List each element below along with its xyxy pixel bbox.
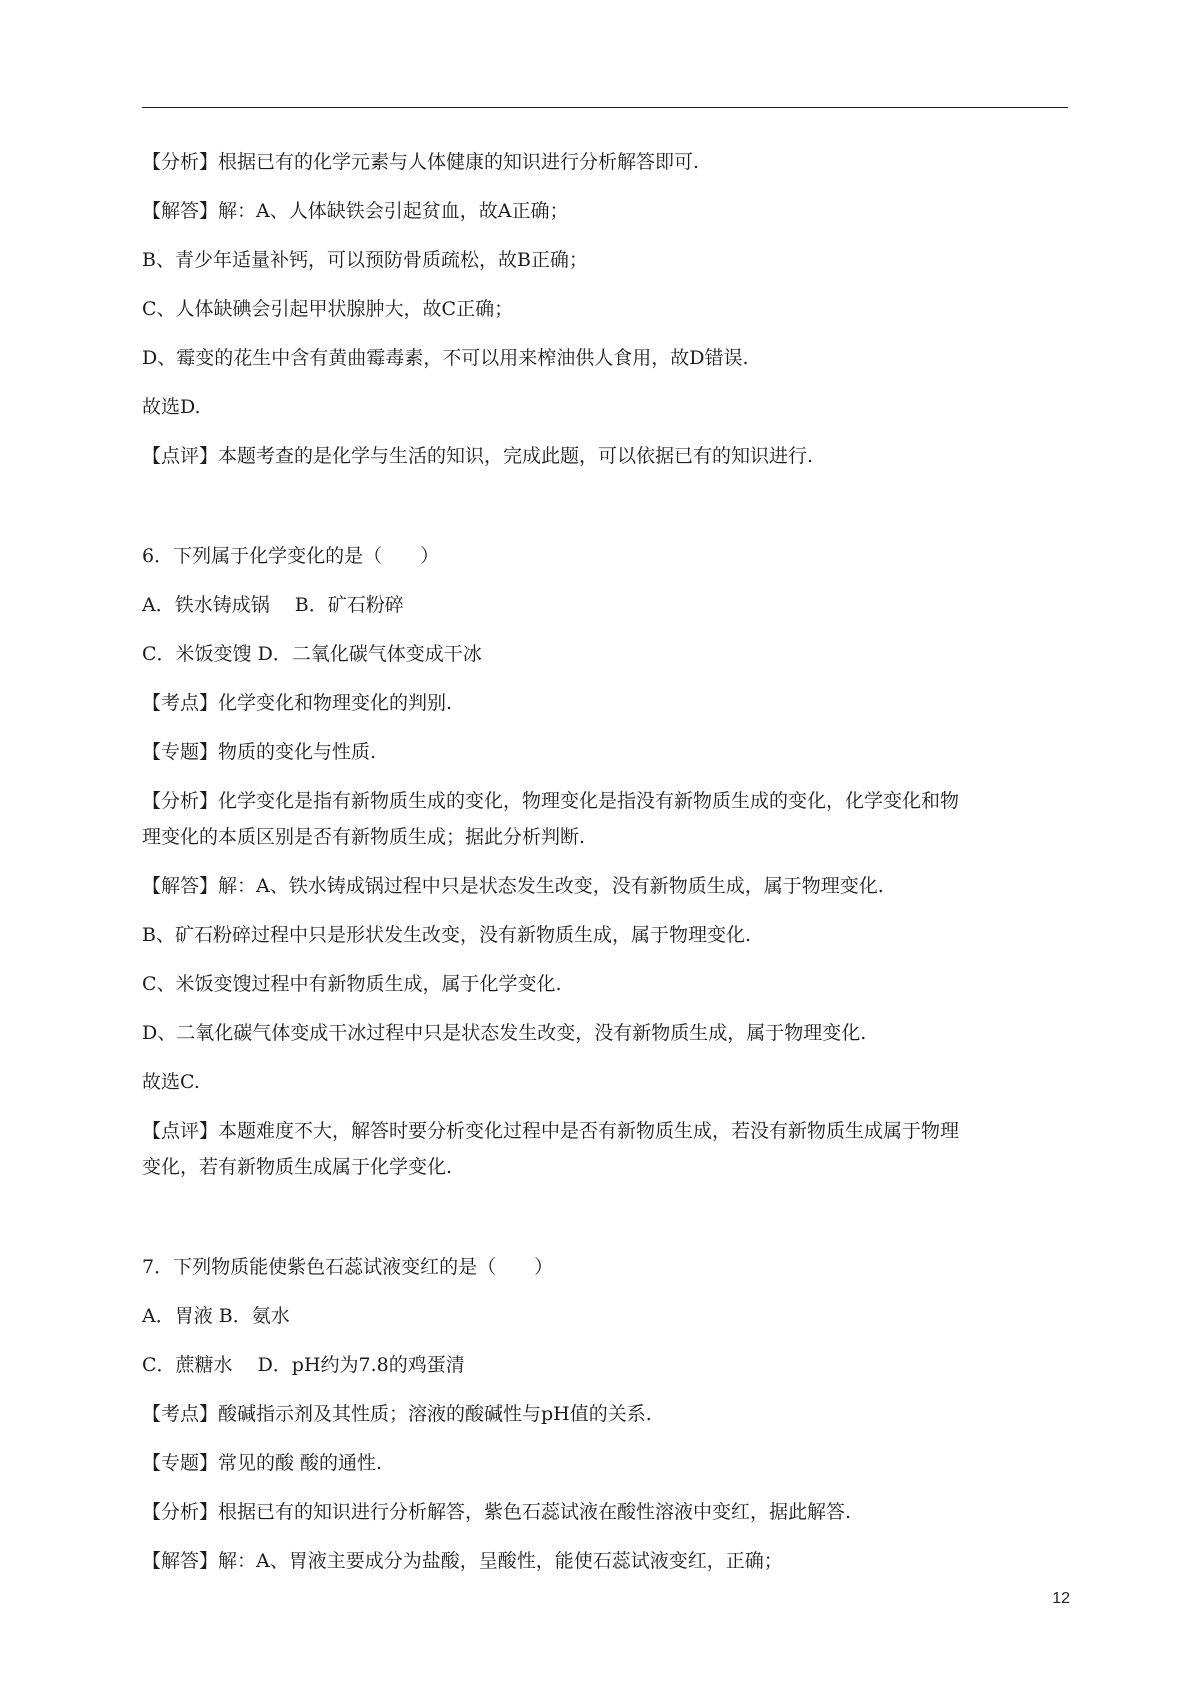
text-line: 【点评】本题考查的是化学与生活的知识，完成此题，可以依据已有的知识进行. [142, 445, 814, 467]
text-line: 【分析】根据已有的化学元素与人体健康的知识进行分析解答即可. [142, 151, 700, 173]
page-number: 12 [1052, 1590, 1070, 1607]
section-gap [142, 489, 1072, 540]
options-line: C．米饭变馊 D．二氧化碳气体变成干冰 [142, 643, 482, 665]
options-line: C．蔗糖水 D．pH约为7.8的鸡蛋清 [142, 1354, 465, 1376]
text-line: D、霉变的花生中含有黄曲霉毒素，不可以用来榨油供人食用，故D错误. [142, 347, 749, 369]
question-6 [142, 540, 1072, 1183]
kaodian-line: 【考点】酸碱指示剂及其性质；溶液的酸碱性与pH值的关系. [142, 1403, 652, 1425]
q5-analysis-tail [142, 146, 1072, 472]
kaodian-line: 【考点】化学变化和物理变化的判别. [142, 692, 453, 714]
options-line: A．胃液 B．氨水 [142, 1305, 290, 1327]
options-line: A．铁水铸成锅 B．矿石粉碎 [142, 594, 404, 616]
dianping-line-cont: 变化，若有新物质生成属于化学变化. [142, 1156, 453, 1178]
jieda-line: B、矿石粉碎过程中只是形状发生改变，没有新物质生成，属于物理变化. [142, 924, 752, 946]
header-rule [142, 107, 1068, 108]
jieda-line: D、二氧化碳气体变成干冰过程中只是状态发生改变，没有新物质生成，属于物理变化. [142, 1022, 867, 1044]
fenxi-line: 【分析】化学变化是指有新物质生成的变化，物理变化是指没有新物质生成的变化，化学变化和物 [142, 790, 960, 812]
page-content [142, 146, 1072, 1594]
question-title: 6．下列属于化学变化的是（ ） [142, 545, 440, 567]
zhuanti-line: 【专题】物质的变化与性质. [142, 741, 377, 763]
question-title: 7．下列物质能使紫色石蕊试液变红的是（ ） [142, 1256, 554, 1278]
text-line: 故选D. [142, 396, 201, 418]
jieda-line: C、米饭变馊过程中有新物质生成，属于化学变化. [142, 973, 562, 995]
question-7 [142, 1251, 1072, 1577]
jieda-line: 【解答】解：A、胃液主要成分为盐酸，呈酸性，能使石蕊试液变红，正确； [142, 1550, 783, 1572]
dianping-line: 【点评】本题难度不大，解答时要分析变化过程中是否有新物质生成，若没有新物质生成属于物理 [142, 1120, 960, 1142]
text-line: C、人体缺碘会引起甲状腺肿大，故C正确； [142, 298, 514, 320]
zhuanti-line: 【专题】常见的酸 酸的通性. [142, 1452, 383, 1474]
text-line: 【解答】解：A、人体缺铁会引起贫血，故A正确； [142, 200, 569, 222]
section-gap [142, 1200, 1072, 1251]
fenxi-line-cont: 理变化的本质区别是否有新物质生成；据此分析判断. [142, 826, 586, 848]
text-line: B、青少年适量补钙，可以预防骨质疏松，故B正确； [142, 249, 588, 271]
jieda-line: 故选C. [142, 1071, 200, 1093]
fenxi-line: 【分析】根据已有的知识进行分析解答，紫色石蕊试液在酸性溶液中变红，据此解答. [142, 1501, 852, 1523]
jieda-line: 【解答】解：A、铁水铸成锅过程中只是状态发生改变，没有新物质生成，属于物理变化. [142, 875, 884, 897]
